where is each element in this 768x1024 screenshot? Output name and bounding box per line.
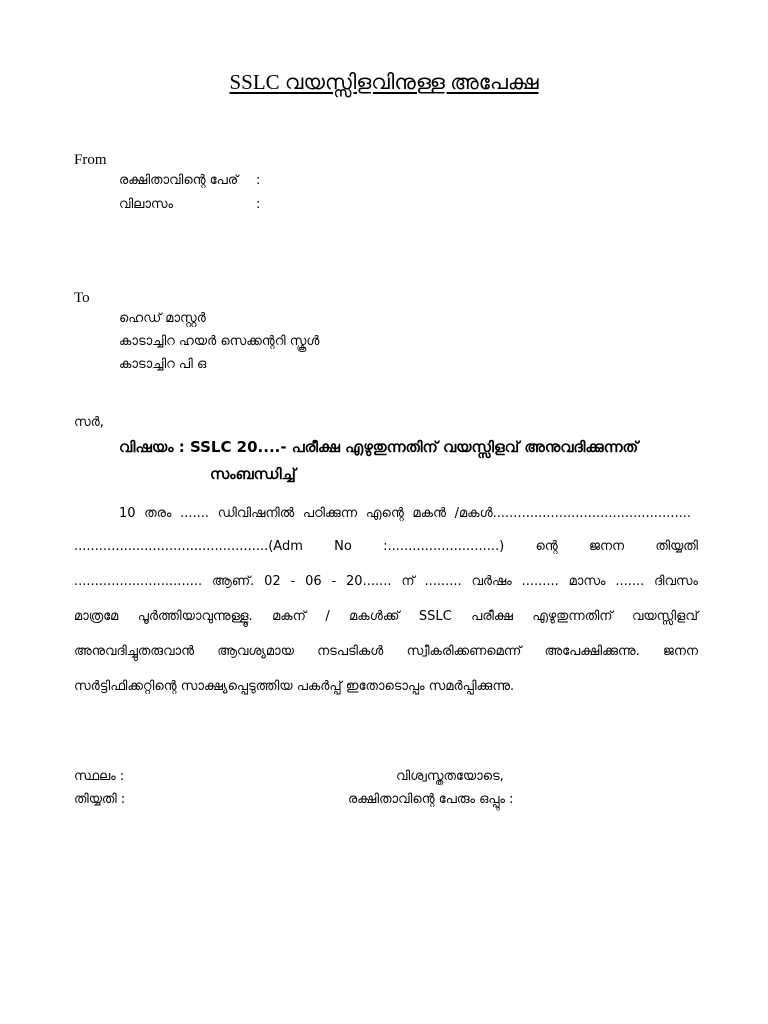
guardian-name-label: രക്ഷിതാവിന്റെ പേര് — [119, 173, 239, 188]
recipient-line-2: കാടാച്ചിറ ഹയർ സെക്കന്ററി സ്കൂൾ — [119, 334, 320, 349]
to-label: To — [74, 290, 90, 306]
body-line-4: മാത്രമേ പൂർത്തിയാവുന്നുള്ളൂ. മകന് / മകൾക്ക് SSLC പരീക്ഷ എഴുതുന്നതിന് വയസ്സിളവ് — [74, 609, 698, 624]
signature-label: രക്ഷിതാവിന്റെ പേരും ഒപ്പും : — [348, 792, 514, 807]
closing-text: വിശ്വസ്തതയോടെ, — [396, 769, 504, 784]
guardian-name-colon: : — [256, 173, 261, 188]
place-label: സ്ഥലം : — [74, 769, 125, 784]
address-label: വിലാസം — [119, 197, 174, 212]
body-line-3: ............................... ആണ്. 02 - 06 - 20....... ന് ......... വർഷം ......... മാസം ....... ദിവസം — [74, 574, 698, 589]
subject-line-1: വിഷയം : SSLC 20....- പരീക്ഷ എഴുതുന്നതിന് വയസ്സിളവ് അനുവദിക്കുന്നത് — [119, 438, 639, 456]
body-line-1: 10 തരം ....... ഡിവിഷനിൽ പഠിക്കുന്ന എന്റെ മകൻ /മകൾ................................................ — [119, 506, 691, 521]
address-colon: : — [256, 197, 261, 212]
body-line-6: സർട്ടിഫിക്കറ്റിന്റെ സാക്ഷ്യപ്പെടുത്തിയ പകർപ്പ് ഇതോടൊപ്പം സമർപ്പിക്കുന്നു. — [74, 679, 515, 694]
body-line-5: അനുവദിച്ചുതരുവാൻ ആവശ്യമായ നടപടികൾ സ്വീകരിക്കണമെന്ന് അപേക്ഷിക്കുന്നു. ജനന — [74, 644, 698, 659]
recipient-line-1: ഹെഡ് മാസ്റ്റർ — [119, 311, 206, 326]
page-title: SSLC വയസ്സിളവിനുള്ള അപേക്ഷ — [229, 70, 539, 94]
from-label: From — [74, 152, 107, 168]
date-label: തിയ്യതി : — [74, 792, 126, 807]
salutation: സർ, — [74, 415, 104, 430]
body-line-2: ...............................................(Adm No :...........................) ന്റെ ജനന തിയ്യതി — [74, 539, 698, 554]
recipient-line-3: കാടാച്ചിറ പി ഒ — [119, 357, 207, 372]
subject-line-2: സംബന്ധിച്ച് — [210, 465, 296, 483]
